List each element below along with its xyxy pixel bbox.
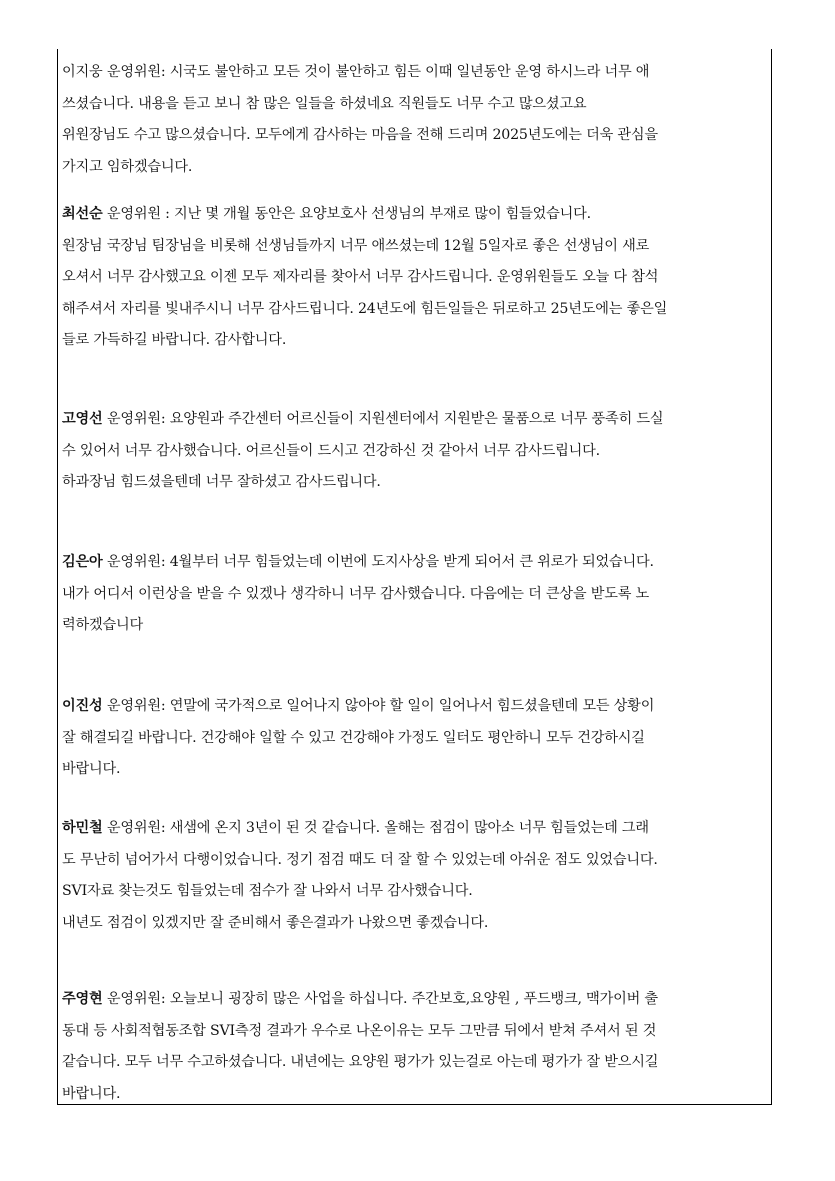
comment-line-first	[62, 547, 769, 579]
comment-entry-4	[62, 547, 769, 642]
member-name: 고영선	[62, 411, 103, 427]
member-name: 최선순	[62, 206, 103, 222]
comment-line: 내가 어디서 이런상을 받을 수 있겠나 생각하니 너무 감사했습니다. 다음에는 더 큰상을 받도록 노	[62, 585, 650, 602]
comment-line-first	[62, 199, 769, 231]
comment-line: 쓰셨습니다. 내용을 듣고 보니 참 많은 일들을 하셨네요 직원들도 너무 수고 많으셨고요	[62, 95, 587, 112]
comment-text: 운영위원: 요양원과 주간센터 어르신들이 지원센터에서 지원받은 물품으로 너무 풍족히 드실	[102, 411, 664, 427]
comment-text: 운영위원: 오늘보니 굉장히 많은 사업을 하십니다. 주간보호,요양원 , 푸드뱅크, 맥가이버 출	[102, 991, 658, 1007]
comment-line-first	[62, 984, 769, 1016]
comment-line: 가지고 임하겠습니다.	[62, 158, 193, 175]
comment-line: 해주셔서 자리를 빛내주시니 너무 감사드립니다. 24년도에 힘든일들은 뒤로하고 25년도에는 좋은일	[62, 300, 668, 317]
comment-line: 바랍니다.	[62, 1085, 121, 1102]
comment-entry-5	[62, 691, 769, 786]
comment-line: 수 있어서 너무 감사했습니다. 어르신들이 드시고 건강하신 것 같아서 너무 감사드립니다.	[62, 442, 600, 459]
comment-line: 원장님 국장님 팀장님을 비롯해 선생님들까지 너무 애쓰셨는데 12월 5일자로 좋은 선생님이 새로	[62, 237, 650, 254]
comment-line-first	[62, 404, 769, 436]
member-name: 이진성	[62, 698, 103, 714]
comment-text: 운영위원 : 지난 몇 개월 동안은 요양보호사 선생님의 부재로 많이 힘들었습니다.	[102, 206, 591, 222]
comment-entry-1	[62, 57, 769, 183]
comment-line: 위원장님도 수고 많으셨습니다. 모두에게 감사하는 마음을 전해 드리며 2025년도에는 더욱 관심을	[62, 127, 658, 143]
comment-line: 잘 해결되길 바랍니다. 건강해야 일할 수 있고 건강해야 가정도 일터도 평안하니 모두 건강하시길	[62, 729, 645, 746]
comment-line: 이지웅 운영위원: 시국도 불안하고 모든 것이 불안하고 힘든 이때 일년동안 운영 하시느라 너무 애	[62, 64, 650, 80]
comment-text: 운영위원: 연말에 국가적으로 일어나지 않아야 할 일이 일어나서 힘드셨을텐데 모든 상황이	[102, 698, 655, 714]
member-name: 하민철	[62, 820, 103, 836]
comment-text: 운영위원: 4월부터 너무 힘들었는데 이번에 도지사상을 받게 되어서 큰 위로가 되었습니다.	[102, 554, 654, 570]
comment-entry-6	[62, 813, 769, 939]
comment-line: 바랍니다.	[62, 761, 121, 777]
comment-line: 도 무난히 넘어가서 다행이었습니다. 정기 점검 때도 더 잘 할 수 있었는데 아쉬운 점도 있었습니다.	[62, 851, 658, 868]
member-name: 김은아	[62, 554, 103, 570]
document-frame	[57, 49, 772, 1105]
comment-entry-3	[62, 404, 769, 499]
comment-line: 력하겠습니다	[62, 617, 144, 633]
comment-line-first	[62, 691, 769, 723]
comment-line: 하과장님 힘드셨을텐데 너무 잘하셨고 감사드립니다.	[62, 474, 381, 490]
comment-line-first	[62, 813, 769, 845]
member-name: 주영현	[62, 991, 103, 1007]
comment-text: 운영위원: 새샘에 온지 3년이 된 것 같습니다. 올해는 점검이 많아소 너무 힘들었는데 그래	[102, 820, 649, 836]
comment-line: 들로 가득하길 바랍니다. 감사합니다.	[62, 332, 287, 348]
comment-entry-7	[62, 984, 769, 1110]
comment-line: 오셔서 너무 감사했고요 이젠 모두 제자리를 찾아서 너무 감사드립니다. 운영위원들도 오늘 다 참석	[62, 269, 659, 285]
comment-line: SVI자료 찾는것도 힘들었는데 점수가 잘 나와서 너무 감사했습니다.	[62, 883, 473, 899]
comment-line: 동대 등 사회적협동조합 SVI측정 결과가 우수로 나온이유는 모두 그만큼 뒤에서 받쳐 주셔서 된 것	[62, 1022, 657, 1039]
comment-line: 같습니다. 모두 너무 수고하셨습니다. 내년에는 요양원 평가가 있는걸로 아는데 평가가 잘 받으시길	[62, 1054, 659, 1070]
comment-entry-2	[62, 199, 769, 357]
comment-line: 내년도 점검이 있겠지만 잘 준비해서 좋은결과가 나왔으면 좋겠습니다.	[62, 914, 489, 931]
